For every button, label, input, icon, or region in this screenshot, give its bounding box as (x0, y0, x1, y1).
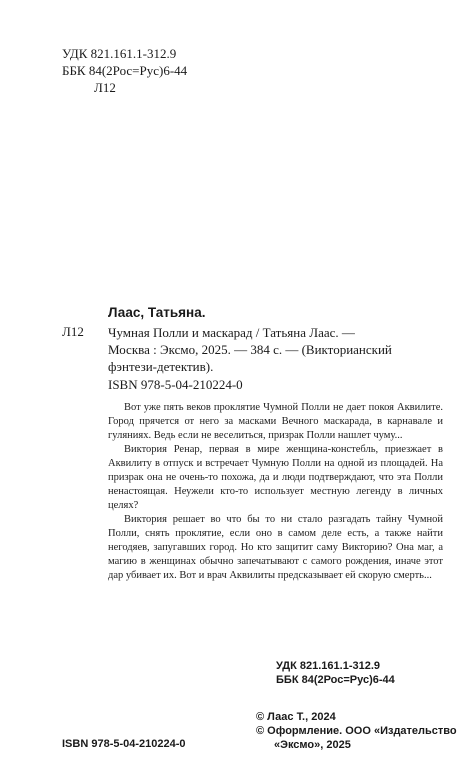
biblio-line: фэнтези-детектив). (108, 359, 214, 374)
isbn-bottom: ISBN 978-5-04-210224-0 (62, 738, 186, 750)
author-heading: Лаас, Татьяна. (108, 305, 206, 320)
biblio-line: Чумная Полли и маскарад / Татьяна Лаас. — (108, 325, 355, 340)
udk-code: УДК 821.161.1-312.9 (62, 46, 177, 61)
copyright-author: © Лаас Т., 2024 (256, 711, 336, 723)
copyright-design-cont: «Эксмо», 2025 (274, 739, 351, 751)
bibliographic-description (108, 324, 438, 375)
bottom-classification-block (276, 659, 395, 687)
annotation-paragraph: Виктория решает во что бы то ни стало разгадать тайну Чумной Полли, снять проклятие, если оно в самом деле есть, а также найти негодяев, запугавших город. Но кто защитит саму Викторию? Она маг, а магию в женщинах обычно запечатывают с самого рождения, иначе этот дар убивает их. Вот и врач Аквилиты предсказывает ей скорую смерть... (108, 514, 443, 581)
annotation (108, 401, 443, 583)
biblio-line: Москва : Эксмо, 2025. — 384 с. — (Викторианский (108, 342, 392, 357)
copyright-design: © Оформление. ООО «Издательство (256, 725, 457, 737)
record-author-mark: Л12 (62, 324, 84, 339)
annotation-paragraph: Вот уже пять веков проклятие Чумной Полли не дает покоя Аквилите. Город прячется от него за масками Вечного маскарада, в карнавале и гуляниях. Ведь если не веселиться, призрак Полли нашлет чуму... (108, 402, 443, 441)
isbn-main: ISBN 978-5-04-210224-0 (108, 377, 243, 392)
annotation-paragraph: Виктория Ренар, первая в мире женщина-констебль, приезжает в Аквилиту в отпуск и встречает Чумную Полли на одной из площадей. На призрак она не очень-то похожа, да и люди подтверждают, что эта Полли ненастоящая. Неужели кто-то использует местную легенду в личных целях? (108, 444, 443, 511)
bottom-bbk-code: ББК 84(2Рос=Рус)6-44 (276, 674, 395, 686)
copyright-block (256, 710, 457, 752)
author-mark: Л12 (94, 80, 116, 95)
bottom-udk-code: УДК 821.161.1-312.9 (276, 660, 381, 672)
bbk-code: ББК 84(2Рос=Рус)6-44 (62, 63, 188, 78)
top-classification-block (62, 45, 187, 96)
